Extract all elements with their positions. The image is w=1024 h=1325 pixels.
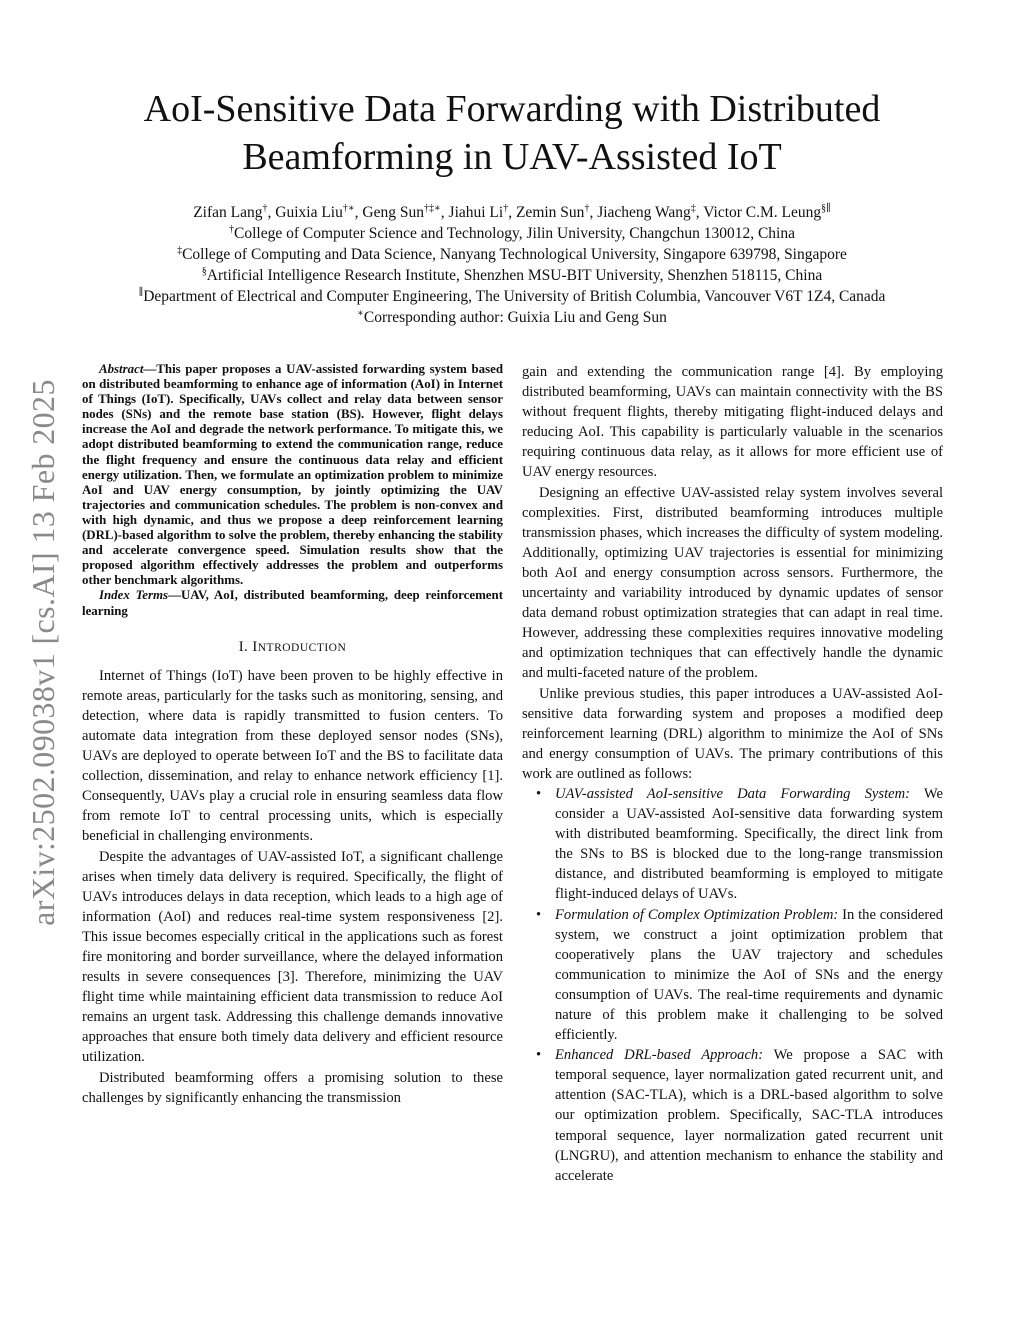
index-terms	[82, 588, 503, 618]
body-paragraph: Designing an effective UAV-assisted relay system involves several complexities. First, distributed beamforming introduces multiple transmission phases, which increases the difficulty of system modeling. Additionally, optimizing UAV trajectories is essential for minimizing both AoI and energy consumption across sensors. Furthermore, the uncertainty and variability introduced by dynamic updates of sensor data demand robust optimization strategies that can adapt in real time. However, addressing these complexities requires innovative modeling and optimization techniques that can effectively handle the dynamic and multi-faceted nature of the problem.	[522, 484, 943, 682]
author-mark: †‡∗	[423, 202, 441, 214]
abstract-text: —This paper proposes a UAV-assisted forwarding system based on distributed beamforming to enhance age of information (AoI) in Internet of Things (IoT). Specifically, UAVs collect and relay data between sensor nodes (SNs) and the remote base station (BS). However, flight delays increase the AoI and degrade the network performance. To mitigate this, we adopt distributed beamforming to extend the communication range, reduce the flight frequency and ensure the continuous data relay and efficient energy utilization. Then, we formulate an optimization problem to minimize AoI and UAV energy consumption, by jointly optimizing the UAV trajectories and communication schedules. The problem is non-convex and with high dynamic, and thus we propose a deep reinforcement learning (DRL)-based algorithm to solve the problem, thereby enhancing the stability and accelerate convergence speed. Simulation results show that the proposed algorithm effectively addresses the problem and outperforms other benchmark algorithms.	[82, 362, 503, 588]
affiliation-text: College of Computing and Data Science, Nanyang Technological University, Singapore 639798, Singapore	[182, 246, 847, 263]
affiliation-line	[60, 244, 964, 265]
contribution-title: Enhanced DRL-based Approach:	[555, 1047, 764, 1064]
intro-paragraph: Despite the advantages of UAV-assisted IoT, a significant challenge arises when timely data delivery is required. Specifically, the flight of UAVs introduces delays in data reception, which leads to a high age of information (AoI) and reduces real-time system responsiveness [2]. This issue becomes especially critical in the applications such as forest fire monitoring and border surveillance, where the delayed information results in severe consequences [3]. Therefore, minimizing the UAV flight time while maintaining efficient data transmission to reduce AoI remains an urgent task. Addressing this challenge demands innovative approaches that ensure both timely data delivery and efficient resource utilization.	[82, 848, 503, 1066]
body-paragraph: Unlike previous studies, this paper introduces a UAV-assisted AoI-sensitive data forwarding system and proposes a modified deep reinforcement learning (DRL) algorithm to minimize the AoI of SNs and energy consumption of UAVs. The primary contributions of this work are outlined as follows:	[522, 685, 943, 782]
index-terms-label: Index Terms	[99, 588, 169, 603]
affiliation-line	[60, 223, 964, 244]
affiliation-text: Corresponding author: Guixia Liu and Geng Sun	[363, 309, 667, 326]
author-mark: †∗	[342, 202, 355, 214]
author-name: Jiahui Li	[448, 204, 504, 221]
author-name: Guixia Liu	[275, 204, 343, 221]
intro-paragraph: Internet of Things (IoT) have been proven to be highly effective in remote areas, particularly for the tasks such as monitoring, sensing, and detection, where data is rapidly transmitted to fusion centers. To automate data integration from these deployed sensor nodes (SNs), UAVs are deployed to operate between IoT and the BS to facilitate data collection, dissemination, and relay to enhance network efficiency [1]. Consequently, UAVs play a crucial role in ensuring seamless data flow from remote IoT to central processing units, which is especially beneficial in challenging environments.	[82, 667, 503, 845]
author-mark: †	[503, 202, 509, 214]
contribution-item	[522, 784, 943, 905]
author-mark: §∥	[821, 202, 831, 214]
left-column	[82, 362, 503, 1108]
contribution-text: We propose a SAC with temporal sequence, layer normalization gated recurrent unit, and attention (SAC-TLA), which is a DRL-based algorithm to solve our optimization problem. Specifically, SAC-TLA introduces temporal sequence, layer normalization gated recurrent unit (LNGRU), and attention mechanism to enhance the stability and accelerate	[555, 1047, 943, 1184]
affiliation-text: Department of Electrical and Computer Engineering, The University of British Columbia, Vancouver V6T 1Z4, Canada	[143, 288, 886, 305]
affiliation-line	[60, 307, 964, 328]
affiliation-line	[60, 286, 964, 307]
intro-paragraph: Distributed beamforming offers a promising solution to these challenges by significantly enhancing the transmission	[82, 1069, 503, 1106]
index-terms-text: —UAV, AoI, distributed beamforming, deep reinforcement learning	[82, 588, 503, 618]
contribution-title: UAV-assisted AoI-sensitive Data Forwarding System:	[555, 785, 911, 802]
author-mark: †	[584, 202, 590, 214]
abstract	[82, 362, 503, 588]
affiliation-mark: ∗	[357, 307, 364, 319]
author-mark: ‡	[690, 202, 696, 214]
author-name: Victor C.M. Leung	[703, 204, 822, 221]
contribution-list	[522, 784, 943, 1186]
paper-title	[80, 85, 944, 181]
author-name: Jiacheng Wang	[597, 204, 691, 221]
affiliation-mark: ‡	[177, 244, 183, 256]
section-title-rest: NTRODUCTION	[257, 641, 347, 654]
author-name: Zifan Lang	[193, 204, 263, 221]
section-first-letter: I	[252, 638, 258, 655]
arxiv-stamp	[20, 362, 66, 942]
contribution-item	[522, 905, 943, 1046]
contribution-text: We consider a UAV-assisted AoI-sensitive data forwarding system with distributed beamforming. Specifically, the direct link from the SNs to BS is blocked due to the long-range transmission distance, and distributed beamforming is employed to mitigate flight-induced delays of UAVs.	[555, 785, 943, 903]
section-heading-introduction	[82, 637, 503, 658]
author-name: Zemin Sun	[515, 204, 585, 221]
author-mark: †	[262, 202, 268, 214]
title-line-2: Beamforming in UAV-Assisted IoT	[242, 136, 782, 178]
affiliation-line	[60, 265, 964, 286]
abstract-label: Abstract	[99, 362, 144, 376]
author-line: Zifan Lang†, Guixia Liu†∗, Geng Sun†‡∗, Jiahui Li†, Zemin Sun†, Jiacheng Wang‡, Victor C.M. Leung§∥	[193, 202, 831, 221]
contribution-item	[522, 1045, 943, 1186]
author-name: Geng Sun	[362, 204, 424, 221]
author-block	[60, 202, 964, 328]
right-column	[522, 362, 943, 1186]
title-line-1: AoI-Sensitive Data Forwarding with Distributed	[143, 88, 881, 130]
arxiv-id: arXiv:2502.09038v1 [cs.AI] 13 Feb 2025	[24, 378, 61, 926]
affiliation-mark: ∥	[138, 286, 144, 298]
affiliation-mark: †	[229, 223, 234, 235]
contribution-text: In the considered system, we construct a joint optimization problem that cooperatively plans the UAV trajectory and schedules communication to minimize the AoI of SNs and the energy consumption of UAVs. The real-time requirements and dynamic nature of this problem make it challenging to be solved efficiently.	[555, 906, 943, 1044]
affiliation-mark: §	[201, 265, 207, 277]
section-number: I.	[238, 638, 253, 655]
contribution-title: Formulation of Complex Optimization Problem:	[555, 906, 839, 923]
body-paragraph: gain and extending the communication range [4]. By employing distributed beamforming, UAVs can maintain connectivity with the BS without frequent flights, thereby mitigating flight-induced delays and reducing AoI. This capability is particularly valuable in the scenarios requiring continuous data relay, as it allows for more efficient use of UAV energy resources.	[522, 364, 943, 481]
affiliation-text: College of Computer Science and Technology, Jilin University, Changchun 130012, China	[234, 225, 795, 242]
affiliation-text: Artificial Intelligence Research Institute, Shenzhen MSU-BIT University, Shenzhen 518115, China	[206, 267, 823, 284]
